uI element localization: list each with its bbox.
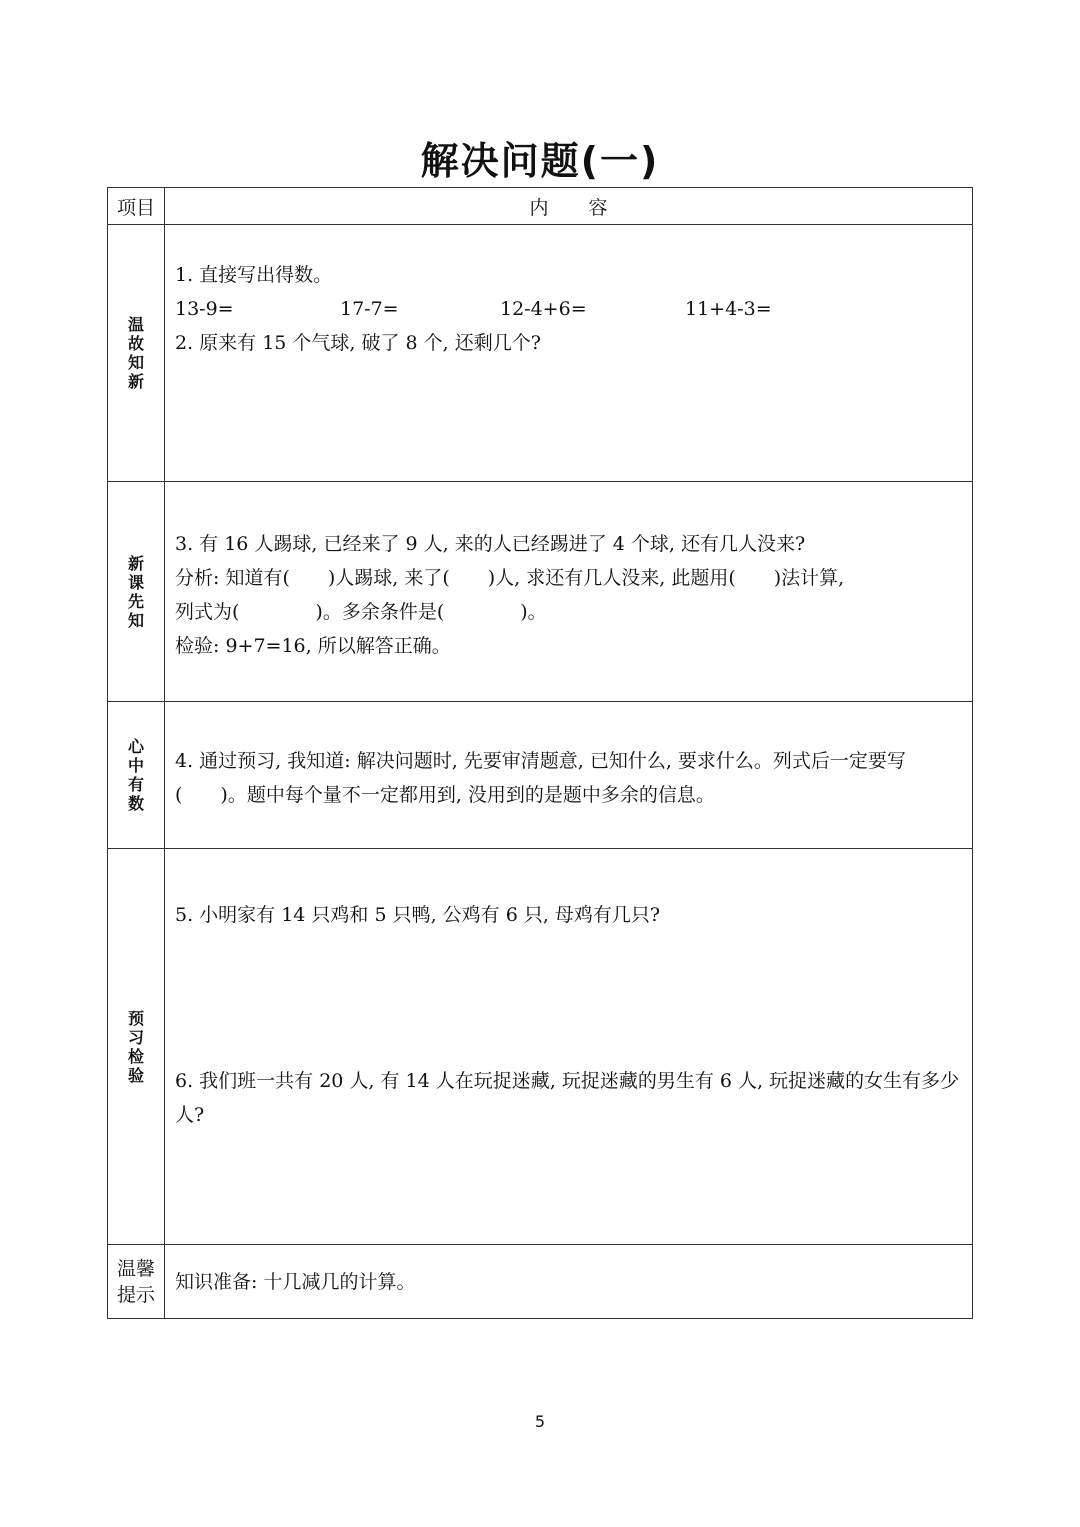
section-summary-label-text: 心中有数: [127, 737, 144, 813]
question-5: 5. 小明家有 14 只鸡和 5 只鸭, 公鸡有 6 只, 母鸡有几只?: [175, 904, 661, 926]
equation-2: 17-7=: [340, 298, 399, 320]
header-item-text: 项目: [116, 196, 155, 219]
equation-3: 12-4+6=: [500, 298, 587, 320]
section-practice-label: [108, 849, 165, 1245]
equation-row: [175, 292, 964, 326]
analysis-line-1: 分析: 知道有( )人踢球, 来了( )人, 求还有几人没来, 此题用( )法计算,: [175, 567, 845, 589]
section-preview-label-text: 新课先知: [127, 553, 144, 630]
analysis-line-2: 列式为( )。多余条件是( )。: [175, 601, 547, 623]
section-tip: [108, 1245, 973, 1319]
header-content-label: [165, 188, 973, 225]
section-practice-label-text: 预习检验: [127, 1008, 144, 1085]
question-2: 2. 原来有 15 个气球, 破了 8 个, 还剩几个?: [175, 332, 541, 354]
section-practice-content: [165, 849, 973, 1245]
section-preview: [108, 482, 973, 702]
question-6: 6. 我们班一共有 20 人, 有 14 人在玩捉迷藏, 玩捉迷藏的男生有 6 人, 玩捉迷藏的女生有多少人?: [175, 1070, 960, 1126]
section-summary-content: [165, 702, 973, 849]
header-item-label: [108, 188, 165, 225]
question-3: 3. 有 16 人踢球, 已经来了 9 人, 来的人已经踢进了 4 个球, 还有几人没来?: [175, 533, 806, 555]
header-row: [108, 188, 973, 225]
equation-1: 13-9=: [175, 298, 234, 320]
section-review-label: [108, 225, 165, 482]
check-line: 检验: 9+7=16, 所以解答正确。: [175, 635, 451, 657]
question-4: 4. 通过预习, 我知道: 解决问题时, 先要审清题意, 已知什么, 要求什么。列式后一定要写( )。题中每个量不一定都用到, 没用到的是题中多余的信息。: [175, 750, 906, 806]
section-tip-content: [165, 1245, 973, 1319]
section-review-content: [165, 225, 973, 482]
section-preview-label: [108, 482, 165, 702]
section-practice: [108, 849, 973, 1245]
section-preview-content: [165, 482, 973, 702]
section-review-label-text: 温故知新: [127, 315, 144, 391]
equation-4: 11+4-3=: [685, 298, 772, 320]
section-review: [108, 225, 973, 482]
question-1: 1. 直接写出得数。: [175, 264, 333, 286]
header-content-text: 内容: [529, 196, 648, 219]
page-number: 5: [534, 1412, 546, 1431]
section-summary: [108, 702, 973, 849]
tip-text: 知识准备: 十几减几的计算。: [175, 1270, 416, 1293]
section-tip-label-text: 温馨提示: [116, 1257, 155, 1306]
page-title: 解决问题(一): [420, 139, 660, 183]
section-summary-label: [108, 702, 165, 849]
worksheet-table: [107, 187, 973, 1319]
section-tip-label: [108, 1245, 165, 1319]
